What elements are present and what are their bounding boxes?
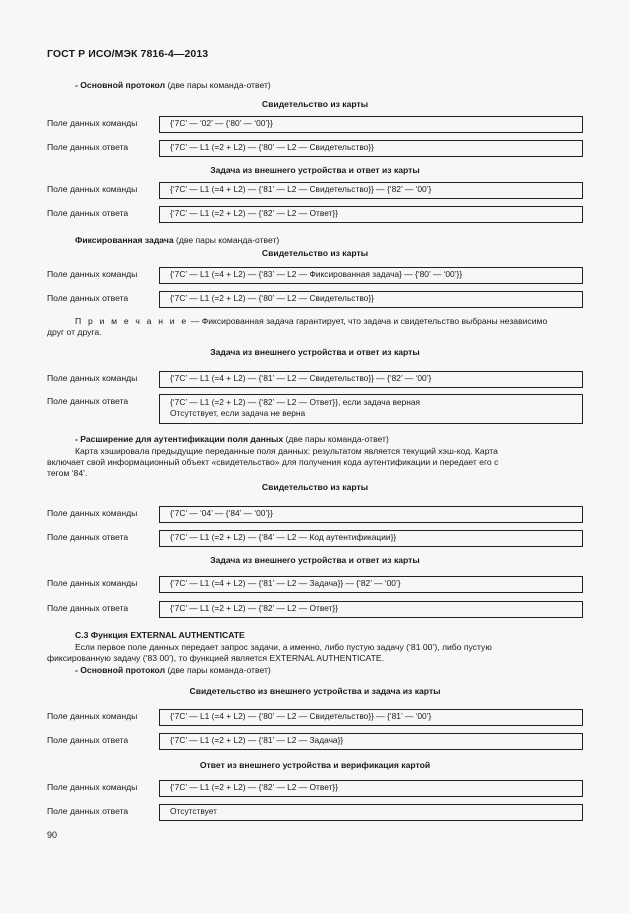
label-command: Поле данных команды xyxy=(47,373,138,383)
page-header: ГОСТ Р ИСО/МЭК 7816-4—2013 xyxy=(47,48,209,60)
s2-heading-1: Свидетельство из карты xyxy=(261,248,369,258)
s3-para-line-1: Карта хэшировала предыдущие переданные поля данных: результатом является текущий хэш-код. Карта xyxy=(75,446,498,456)
s1-intro-bold: - Основной протокол xyxy=(75,80,166,90)
s1-heading-1: Свидетельство из карты xyxy=(261,99,369,109)
label-response: Поле данных ответа xyxy=(47,735,129,745)
s4-command-field-2: {‘7C’ — L1 (=2 + L2) — {‘82’ — L2 — Ответ}} xyxy=(159,780,583,797)
s3-command-field-2: {‘7C’ — L1 (=4 + L2) — {‘81’ — L2 — Задача}} — {‘82’ — ‘00’} xyxy=(159,576,583,593)
note-label: П р и м е ч а н и е xyxy=(75,316,189,326)
s3-heading-2: Задача из внешнего устройства и ответ из карты xyxy=(210,555,420,565)
label-command: Поле данных команды xyxy=(47,782,138,792)
s2-heading-2: Задача из внешнего устройства и ответ из карты xyxy=(210,347,420,357)
s4-para-line-1: Если первое поле данных передает запрос задачи, а именно, либо пустую задачу (‘81 00’), либо пустую xyxy=(75,642,492,652)
s1-intro xyxy=(75,80,271,91)
label-command: Поле данных команды xyxy=(47,184,138,194)
label-command: Поле данных команды xyxy=(47,508,138,518)
s1-heading-2: Задача из внешнего устройства и ответ из карты xyxy=(210,165,420,175)
label-command: Поле данных команды xyxy=(47,118,138,128)
s4-heading-2: Ответ из внешнего устройства и верификация картой xyxy=(199,760,431,770)
s3-heading-1: Свидетельство из карты xyxy=(261,482,369,492)
s4-intro xyxy=(75,665,271,676)
s1-command-field: {‘7C’ — ‘02’ — {‘80’ — ‘00’}} xyxy=(159,116,583,133)
label-command: Поле данных команды xyxy=(47,269,138,279)
s2-intro xyxy=(75,235,279,246)
s3-response-field: {‘7C’ — L1 (=2 + L2) — {‘84’ — L2 — Код аутентификации}} xyxy=(159,530,583,547)
label-response: Поле данных ответа xyxy=(47,603,129,613)
s3-intro-rest: (две пары команда-ответ) xyxy=(283,434,389,444)
s3-para-line-3: тегом ‘84’. xyxy=(47,468,88,478)
s3-intro xyxy=(75,434,389,445)
page-number: 90 xyxy=(47,830,58,840)
s2-intro-rest: (две пары команда-ответ) xyxy=(173,235,280,245)
s4-response-field-2: Отсутствует xyxy=(159,804,583,821)
s3-response-field-2: {‘7C’ — L1 (=2 + L2) — {‘82’ — L2 — Ответ}} xyxy=(159,601,583,618)
label-response: Поле данных ответа xyxy=(47,532,129,542)
s4-response-field: {‘7C’ — L1 (=2 + L2) — {‘81’ — L2 — Задача}} xyxy=(159,733,583,750)
s2-intro-bold: Фиксированная задача xyxy=(75,235,174,245)
s1-response-field: {‘7C’ — L1 (=2 + L2) — {‘80’ — L2 — Свидетельство}} xyxy=(159,140,583,157)
s2-note-line-2: друг от друга. xyxy=(47,327,102,337)
s4-intro-bold: - Основной протокол xyxy=(75,665,166,675)
s4-command-field: {‘7C’ — L1 (=4 + L2) — {‘80’ — L2 — Свидетельство}} — {‘81’ — ‘00’} xyxy=(159,709,583,726)
s2-response-line-2: Отсутствует, если задача не верна xyxy=(170,408,306,418)
s2-response-field: {‘7C’ — L1 (=2 + L2) — {‘80’ — L2 — Свидетельство}} xyxy=(159,291,583,308)
s3-intro-bold: - Расширение для аутентификации поля данных xyxy=(75,434,284,444)
s1-command-field-2: {‘7C’ — L1 (=4 + L2) — {‘81’ — L2 — Свидетельство}} — {‘82’ — ‘00’} xyxy=(159,182,583,199)
s4-intro-rest: (две пары команда-ответ) xyxy=(165,665,271,675)
s2-response-field-2 xyxy=(159,394,583,424)
label-response: Поле данных ответа xyxy=(47,806,129,816)
label-command: Поле данных команды xyxy=(47,578,138,588)
s3-command-field: {‘7C’ — ‘04’ — {‘84’ — ‘00’}} xyxy=(159,506,583,523)
s4-title: С.3 Функция EXTERNAL AUTHENTICATE xyxy=(75,630,245,640)
s4-paragraph xyxy=(47,642,583,664)
s3-paragraph xyxy=(47,446,583,479)
label-command: Поле данных команды xyxy=(47,711,138,721)
s3-para-line-2: включает свой информационный объект «свидетельство» для получения кода аутентификации и передает его с xyxy=(47,457,499,467)
s2-note-line-1 xyxy=(47,316,583,327)
label-response: Поле данных ответа xyxy=(47,142,129,152)
label-response: Поле данных ответа xyxy=(47,396,129,406)
label-response: Поле данных ответа xyxy=(47,293,129,303)
s4-para-line-2: фиксированную задачу (‘83 00’), то функцией является EXTERNAL AUTHENTICATE. xyxy=(47,653,384,663)
s1-intro-rest: (две пары команда-ответ) xyxy=(165,80,271,90)
note-text: — Фиксированная задача гарантирует, что задача и свидетельство выбраны независимо xyxy=(188,316,548,326)
label-response: Поле данных ответа xyxy=(47,208,129,218)
s1-response-field-2: {‘7C’ — L1 (=2 + L2) — {‘82’ — L2 — Ответ}} xyxy=(159,206,583,223)
s2-response-line-1: {‘7C’ — L1 (=2 + L2) — {‘82’ — L2 — Ответ}}, если задача верная xyxy=(170,397,421,407)
s2-command-field-2: {‘7C’ — L1 (=4 + L2) — {‘81’ — L2 — Свидетельство}} — {‘82’ — ‘00’} xyxy=(159,371,583,388)
s4-heading-1: Свидетельство из внешнего устройства и задача из карты xyxy=(189,686,441,696)
s2-note xyxy=(47,316,583,338)
s2-command-field: {‘7C’ — L1 (=4 + L2) — {‘83’ — L2 — Фиксированная задача} — {‘80’ — ‘00’}} xyxy=(159,267,583,284)
